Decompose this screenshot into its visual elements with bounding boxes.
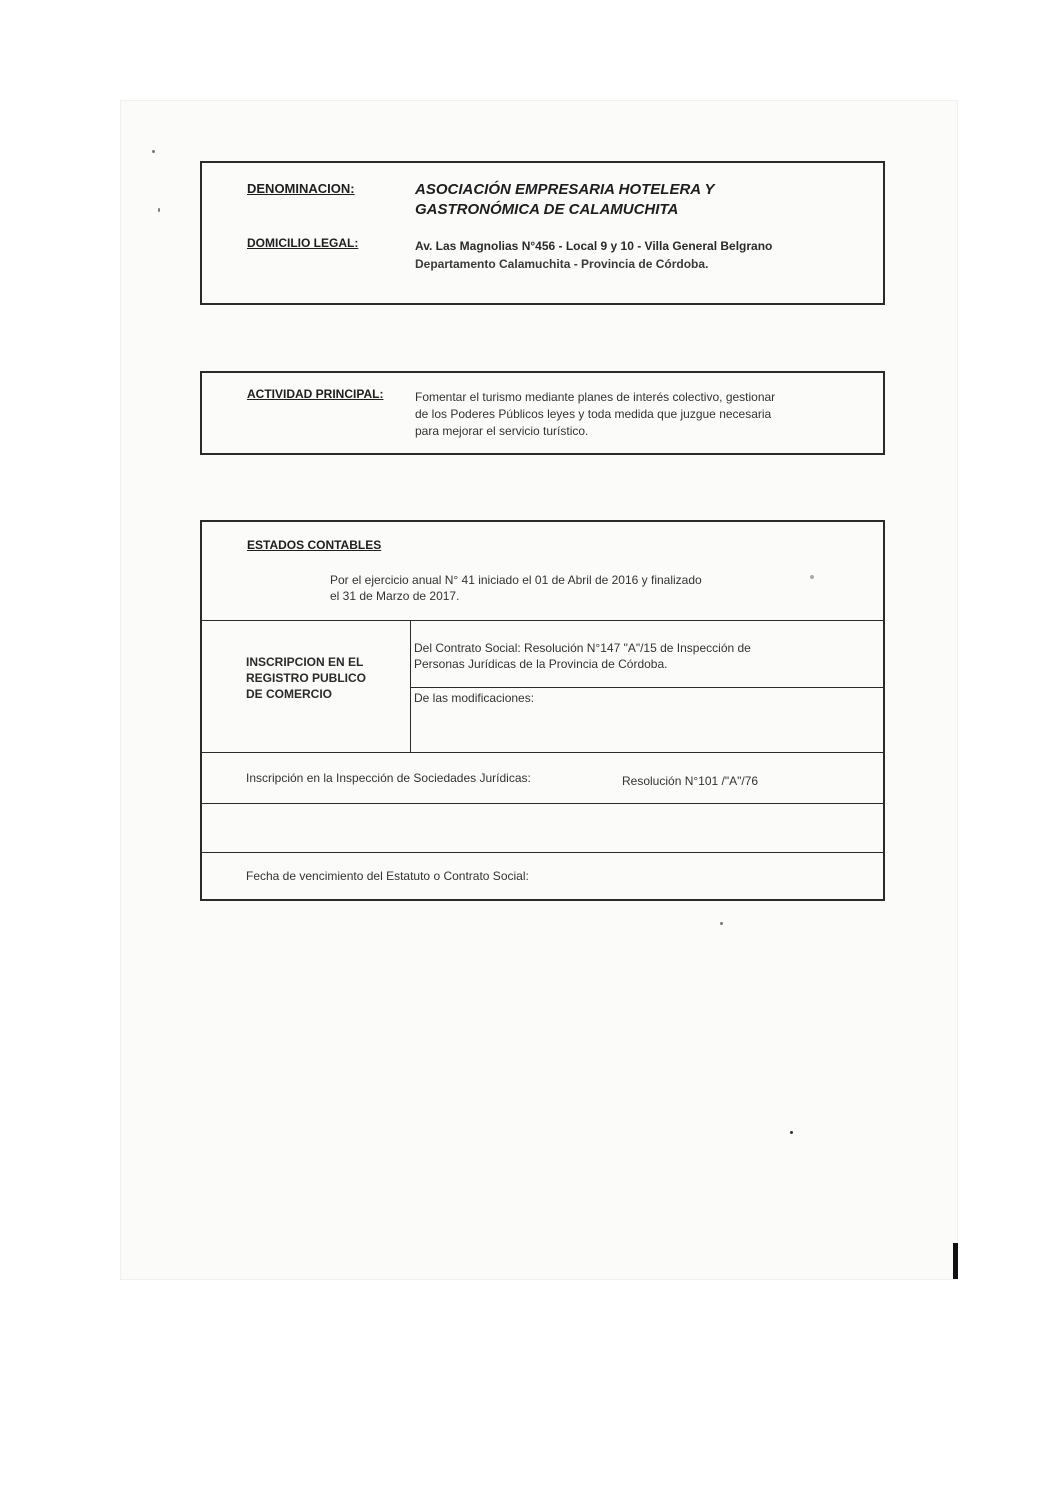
denominacion-label: DENOMINACION: [247, 181, 355, 196]
ejercicio-line1: Por el ejercicio anual N° 41 iniciado el 01 de Abril de 2016 y finalizado [330, 573, 702, 587]
divider-registro [200, 752, 885, 753]
scan-speck [158, 208, 160, 212]
divider-ejercicio [200, 620, 885, 621]
contrato-line1: Del Contrato Social: Resolución N°147 "A"/15 de Inspección de [414, 641, 751, 655]
scan-edge-mark [953, 1243, 958, 1279]
divider-empty-row [200, 852, 885, 853]
actividad-line2: de los Poderes Públicos leyes y toda medida que juzgue necesaria [415, 407, 772, 421]
modificaciones-text: De las modificaciones: [414, 691, 535, 705]
actividad-label: ACTIVIDAD PRINCIPAL: [247, 387, 384, 401]
divider-inscripcion-vertical [410, 620, 411, 752]
sociedades-label: Inscripción en la Inspección de Sociedades Jurídicas: [246, 771, 531, 785]
actividad-line1: Fomentar el turismo mediante planes de interés colectivo, gestionar [415, 390, 776, 404]
denominacion-line1: ASOCIACIÓN EMPRESARIA HOTELERA Y [415, 181, 715, 198]
divider-sociedades [200, 803, 885, 804]
domicilio-label: DOMICILIO LEGAL: [247, 236, 359, 250]
scan-speck [810, 575, 814, 579]
sociedades-value: Resolución N°101 /"A"/76 [622, 774, 759, 788]
actividad-line3: para mejorar el servicio turístico. [415, 424, 589, 438]
inscripcion-line2: REGISTRO PUBLICO [246, 671, 367, 685]
inscripcion-line1: INSCRIPCION EN EL [246, 655, 364, 669]
estados-contables-label: ESTADOS CONTABLES [247, 538, 382, 552]
denominacion-line2: GASTRONÓMICA DE CALAMUCHITA [415, 201, 679, 218]
divider-contrato [410, 687, 885, 688]
scan-speck [720, 922, 723, 925]
domicilio-line2: Departamento Calamuchita - Provincia de Córdoba. [415, 257, 709, 271]
inscripcion-line3: DE COMERCIO [246, 687, 333, 701]
ejercicio-line2: el 31 de Marzo de 2017. [330, 589, 460, 603]
vencimiento-label: Fecha de vencimiento del Estatuto o Contrato Social: [246, 869, 529, 883]
scan-speck [790, 1131, 793, 1134]
domicilio-line1: Av. Las Magnolias N°456 - Local 9 y 10 - Villa General Belgrano [415, 239, 773, 253]
contrato-line2: Personas Jurídicas de la Provincia de Córdoba. [414, 657, 668, 671]
scan-speck [152, 150, 155, 153]
